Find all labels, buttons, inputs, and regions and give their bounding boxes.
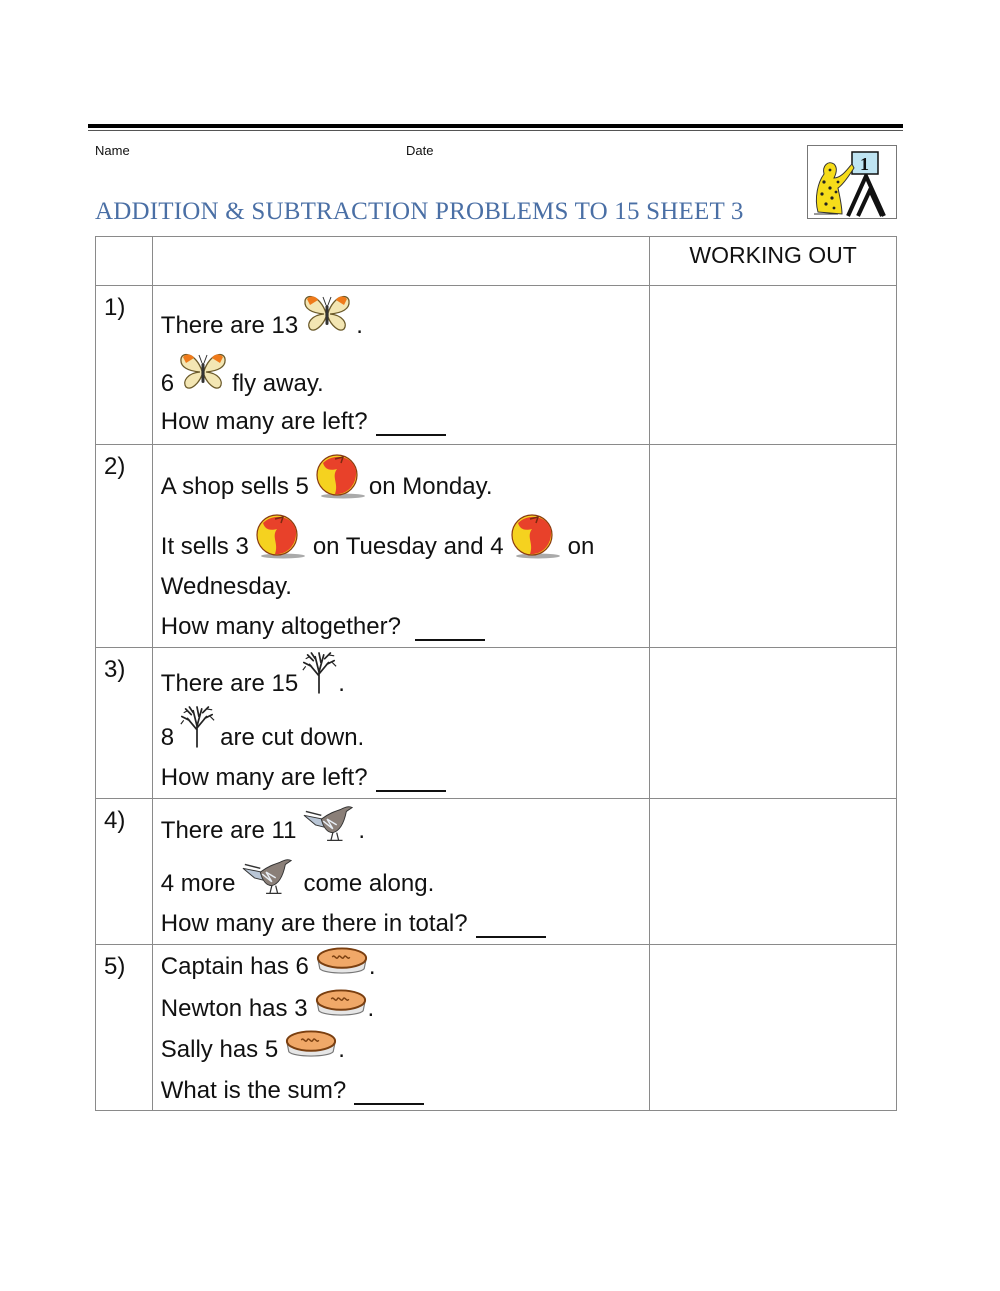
peach-icon (253, 511, 309, 561)
problem-number: 3) (96, 648, 153, 799)
question-line: What is the sum? (161, 1064, 649, 1105)
table-header-row (96, 237, 897, 286)
bird-icon (241, 856, 295, 896)
question-line: Wednesday. (160, 573, 292, 600)
question-line: How many are left? (161, 398, 649, 436)
answer-blank[interactable] (476, 916, 546, 938)
problem-number: 4) (96, 799, 153, 945)
logo-leopard-easel-icon (807, 145, 897, 219)
working-out-header: WORKING OUT (650, 237, 897, 286)
pie-icon (284, 1028, 338, 1060)
top-divider-rule (88, 124, 903, 128)
working-out-area[interactable] (650, 286, 897, 445)
tree-icon (300, 650, 338, 694)
question-line: How many are there in total? (161, 898, 649, 938)
working-out-area[interactable] (650, 945, 897, 1111)
question-line: How many are left? (161, 752, 649, 792)
problem-number: 5) (96, 945, 153, 1111)
logo-digit: 1 (860, 154, 869, 174)
date-label: Date (406, 143, 434, 158)
name-label: Name (95, 143, 130, 158)
bird-icon (302, 803, 356, 843)
question-line: Captain has 6 . (161, 945, 649, 981)
problem-question (152, 945, 649, 1111)
header-number-cell (96, 237, 153, 286)
question-line: There are 11 . (161, 799, 649, 845)
question-line: 6 fly away. (161, 340, 649, 398)
problem-question (152, 286, 649, 445)
problem-question (152, 648, 649, 799)
question-line: 4 more come along. (161, 845, 649, 898)
answer-blank[interactable] (415, 619, 485, 641)
question-line: A shop sells 5 on Monday. (161, 445, 649, 501)
question-line: 8 are cut down. (161, 698, 649, 752)
peach-icon (508, 511, 564, 561)
question-line: There are 15 . (161, 648, 649, 698)
question-line: Newton has 3 . (161, 981, 649, 1023)
header-question-cell (152, 237, 649, 286)
answer-blank[interactable] (376, 770, 446, 792)
problem-number: 2) (96, 445, 153, 648)
worksheet-title: ADDITION & SUBTRACTION PROBLEMS TO 15 SHEET 3 (95, 198, 744, 225)
problems-table (95, 236, 897, 1111)
problem-question (152, 799, 649, 945)
problem-row-1 (96, 286, 897, 445)
problem-row-4 (96, 799, 897, 945)
question-line: It sells 3 on Tuesday and 4 on (161, 501, 649, 561)
working-out-area[interactable] (650, 648, 897, 799)
pie-icon (314, 987, 368, 1019)
question-line: How many altogether? (161, 601, 649, 641)
problem-row-2 (96, 445, 897, 648)
answer-blank[interactable] (376, 414, 446, 436)
problem-row-5 (96, 945, 897, 1111)
butterfly-icon (178, 350, 228, 392)
problem-row-3 (96, 648, 897, 799)
working-out-area[interactable] (650, 799, 897, 945)
question-line: There are 13 . (161, 286, 649, 340)
working-out-area[interactable] (650, 445, 897, 648)
answer-blank[interactable] (354, 1083, 424, 1105)
problem-number: 1) (96, 286, 153, 445)
pie-icon (315, 945, 369, 977)
tree-icon (178, 704, 216, 748)
problem-question (152, 445, 649, 648)
question-line: Sally has 5 . (161, 1023, 649, 1064)
butterfly-icon (302, 292, 352, 334)
peach-icon (313, 451, 369, 501)
